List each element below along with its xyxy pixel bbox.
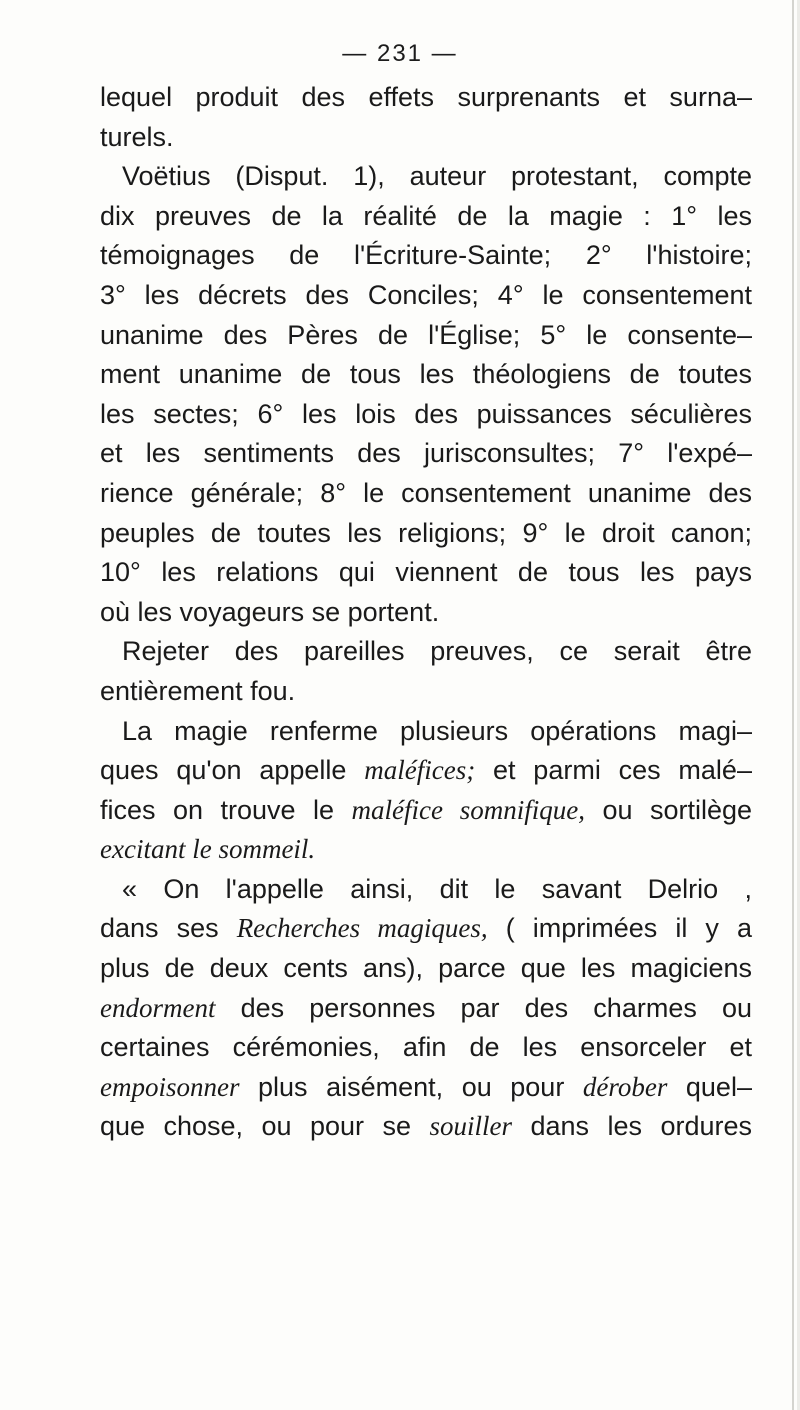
text-line	[100, 1107, 752, 1147]
text-line: lequel produit des effets surprenants et surna–	[100, 82, 752, 112]
text-run: ques qu'on appelle	[100, 755, 347, 786]
text-run: ou sortilège	[602, 794, 752, 825]
text-line: 3° les décrets des Conciles; 4° le consentement	[100, 279, 752, 310]
italic-term: dérober	[582, 1071, 668, 1102]
italic-title: Recherches magiques,	[236, 913, 488, 944]
text-line	[100, 830, 752, 870]
italic-term: empoisonner	[100, 1071, 240, 1102]
italic-term: souiller	[429, 1111, 512, 1142]
text-line: et les sentiments des jurisconsultes; 7° l'expé–	[100, 438, 752, 469]
text-line	[100, 1068, 752, 1108]
text-run: que chose, ou pour se	[100, 1111, 412, 1142]
text-line: Rejeter des pareilles preuves, ce serait être	[122, 636, 752, 667]
body-text	[100, 78, 752, 1147]
text-line	[100, 791, 752, 831]
text-line: Voëtius (Disput. 1), auteur protestant, compte	[122, 161, 752, 192]
text-line: La magie renferme plusieurs opérations magi–	[122, 715, 752, 746]
text-run: ( imprimées il y a	[505, 913, 752, 944]
text-run: des personnes par des charmes ou	[240, 992, 752, 1023]
text-line: où les voyageurs se portent.	[100, 596, 440, 627]
text-run: fices on trouve le	[100, 794, 335, 825]
text-line	[100, 751, 752, 791]
italic-term: excitant le sommeil.	[100, 834, 316, 865]
italic-term: maléfice somnifique,	[351, 794, 585, 825]
text-line: certaines cérémonies, afin de les ensorceler et	[100, 1032, 752, 1063]
page-edge-shadow	[792, 0, 794, 1410]
text-run: et parmi ces malé–	[492, 755, 752, 786]
text-run: plus aisément, ou pour	[258, 1071, 565, 1102]
text-line	[100, 989, 752, 1029]
text-run: dans ses	[100, 913, 219, 944]
text-line	[100, 909, 752, 949]
text-run: quel–	[685, 1071, 752, 1102]
text-line: « On l'appelle ainsi, dit le savant Delrio ,	[122, 873, 752, 904]
text-line: dix preuves de la réalité de la magie : 1° les	[100, 200, 752, 231]
text-line: 10° les relations qui viennent de tous les pays	[100, 557, 752, 588]
italic-term: maléfices;	[364, 755, 476, 786]
text-line: ment unanime de tous les théologiens de toutes	[100, 359, 752, 390]
page-number-header: — 231 —	[342, 40, 458, 67]
text-run: dans les ordures	[530, 1111, 752, 1142]
text-line: témoignages de l'Écriture-Sainte; 2° l'histoire;	[100, 240, 752, 271]
text-line: entièrement fou.	[100, 675, 296, 706]
text-line: les sectes; 6° les lois des puissances séculières	[100, 398, 752, 429]
text-line: unanime des Pères de l'Église; 5° le consente–	[100, 319, 752, 350]
text-line: peuples de toutes les religions; 9° le droit canon;	[100, 517, 752, 548]
text-line: turels.	[100, 121, 174, 152]
text-line: rience générale; 8° le consentement unanime des	[100, 477, 752, 508]
text-line: plus de deux cents ans), parce que les magiciens	[100, 953, 752, 984]
italic-term: endorment	[100, 992, 216, 1023]
